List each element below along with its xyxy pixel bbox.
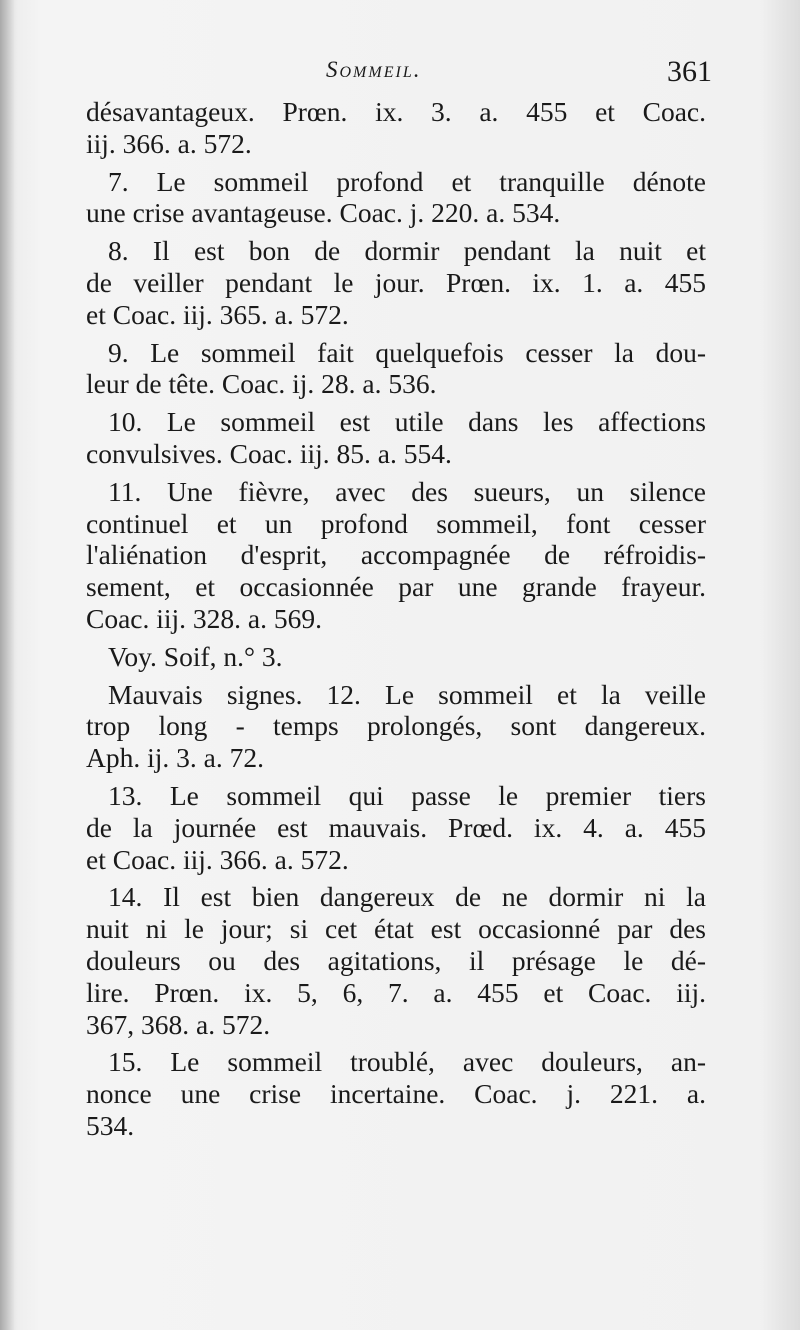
text-line: leur de tête. Coac. ij. 28. a. 536. — [86, 368, 437, 400]
entry-8 — [86, 235, 706, 330]
page-header — [86, 55, 712, 95]
text-line: continuel et un profond sommeil, font cesser — [86, 507, 706, 539]
text-line: et Coac. iij. 365. a. 572. — [86, 298, 349, 330]
entry-12 — [86, 679, 706, 774]
entry-9 — [86, 337, 706, 401]
text-line: iij. 366. a. 572. — [86, 127, 252, 159]
page-spine-shadow — [0, 0, 14, 1330]
entry-14 — [86, 881, 706, 1040]
text-line: Coac. iij. 328. a. 569. — [86, 602, 323, 634]
text-line: de la journée est mauvais. Prœd. ix. 4. a. 455 — [86, 811, 706, 843]
entry-7 — [86, 166, 706, 230]
text-line: 10. Le sommeil est utile dans les affections — [108, 406, 706, 438]
entry-11 — [86, 476, 706, 635]
text-line: de veiller pendant le jour. Prœn. ix. 1. a. 455 — [86, 266, 706, 298]
page-body — [86, 96, 706, 1148]
text-line: 13. Le sommeil qui passe le premier tiers — [108, 779, 706, 811]
text-line: douleurs ou des agitations, il présage le dé- — [86, 944, 706, 976]
text-line: 8. Il est bon de dormir pendant la nuit et — [108, 235, 706, 267]
text-line: convulsives. Coac. iij. 85. a. 554. — [86, 437, 452, 469]
text-line: 14. Il est bien dangereux de ne dormir ni la — [108, 881, 706, 913]
text-line: Voy. Soif, n.° 3. — [108, 640, 283, 672]
text-line: 367, 368. a. 572. — [86, 1008, 271, 1040]
text-line: l'aliénation d'esprit, accompagnée de réfroidis- — [86, 539, 706, 571]
text-line: 9. Le sommeil fait quelquefois cesser la dou- — [108, 336, 706, 368]
entry-10 — [86, 406, 706, 470]
text-line: 11. Une fièvre, avec des sueurs, un silence — [108, 475, 706, 507]
text-line: sement, et occasionnée par une grande frayeur. — [86, 571, 706, 603]
entry-voy — [86, 641, 706, 673]
entry-13 — [86, 780, 706, 875]
entry-continuation — [86, 96, 706, 160]
text-line: et Coac. iij. 366. a. 572. — [86, 843, 349, 875]
text-line: 534. — [86, 1109, 135, 1141]
text-line: trop long - temps prolongés, sont dangereux. — [86, 710, 706, 742]
page-number: 361 — [667, 55, 712, 88]
entry-15 — [86, 1046, 706, 1141]
text-line: 7. Le sommeil profond et tranquille dénote — [108, 165, 706, 197]
text-line: une crise avantageuse. Coac. j. 220. a. 534. — [86, 197, 561, 229]
text-line: lire. Prœn. ix. 5, 6, 7. a. 455 et Coac. iij. — [86, 976, 706, 1008]
text-line: Mauvais signes. 12. Le sommeil et la veille — [108, 678, 706, 710]
running-head: Sommeil. — [326, 57, 422, 82]
text-line: désavantageux. Prœn. ix. 3. a. 455 et Coac. — [86, 96, 706, 127]
text-line: 15. Le sommeil troublé, avec douleurs, an- — [108, 1046, 706, 1078]
text-line: Aph. ij. 3. a. 72. — [86, 742, 264, 774]
text-line: nuit ni le jour; si cet état est occasionné par des — [86, 913, 706, 945]
text-line: nonce une crise incertaine. Coac. j. 221. a. — [86, 1078, 706, 1110]
